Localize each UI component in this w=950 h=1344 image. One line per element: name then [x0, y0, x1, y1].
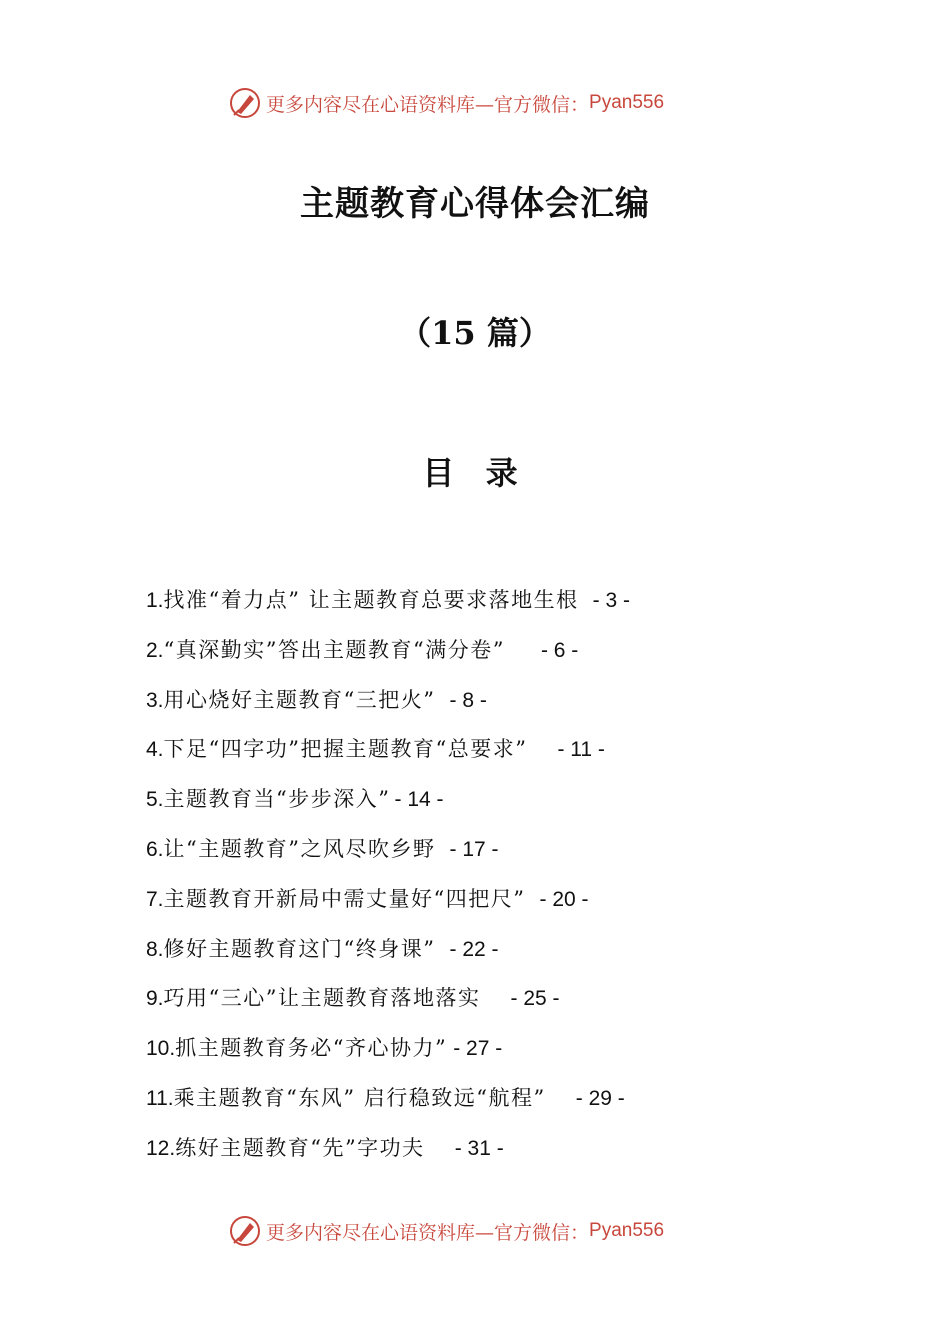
toc-entry[interactable]: 7.主题教育开新局中需丈量好“四把尺” - 20 - [146, 886, 589, 911]
watermark-wechat-id: Pyan556 [589, 1220, 665, 1241]
toc-entry[interactable]: 6.让“主题教育”之风尽吹乡野 - 17 - [146, 836, 499, 861]
table-of-contents [146, 580, 846, 1178]
toc-entry[interactable]: 1.找准“着力点” 让主题教育总要求落地生根 - 3 - [146, 588, 631, 612]
toc-entry[interactable]: 11.乘主题教育“东风” 启行稳致远“航程” - 29 - [146, 1085, 625, 1110]
document-subtitle: （15 篇） [399, 314, 551, 352]
watermark-text: 更多内容尽在心语资料库—官方微信： [266, 93, 590, 116]
pen-nib-icon [228, 86, 262, 120]
toc-entry[interactable]: 8.修好主题教育这门“终身课” - 22 - [146, 936, 499, 961]
watermark-text: 更多内容尽在心语资料库—官方微信： [266, 1221, 590, 1244]
footer-watermark [228, 1214, 664, 1248]
toc-heading: 目 录 [422, 454, 528, 492]
toc-entry[interactable]: 12.练好主题教育“先”字功夫 - 31 - [146, 1135, 504, 1160]
toc-entry[interactable]: 9.巧用“三心”让主题教育落地落实 - 25 - [146, 986, 560, 1011]
watermark-wechat-id: Pyan556 [589, 92, 665, 113]
toc-entry[interactable]: 10.抓主题教育务必“齐心协力” - 27 - [146, 1036, 503, 1061]
document-title: 主题教育心得体会汇编 [300, 184, 650, 224]
toc-entry[interactable]: 3.用心烧好主题教育“三把火” - 8 - [146, 687, 487, 712]
header-watermark [228, 86, 664, 120]
pen-nib-icon [228, 1214, 262, 1248]
toc-entry[interactable]: 2.“真深勤实”答出主题教育“满分卷” - 6 - [146, 637, 579, 662]
toc-entry[interactable]: 5.主题教育当“步步深入” - 14 - [146, 787, 444, 812]
toc-entry[interactable]: 4.下足“四字功”把握主题教育“总要求” - 11 - [146, 737, 605, 762]
